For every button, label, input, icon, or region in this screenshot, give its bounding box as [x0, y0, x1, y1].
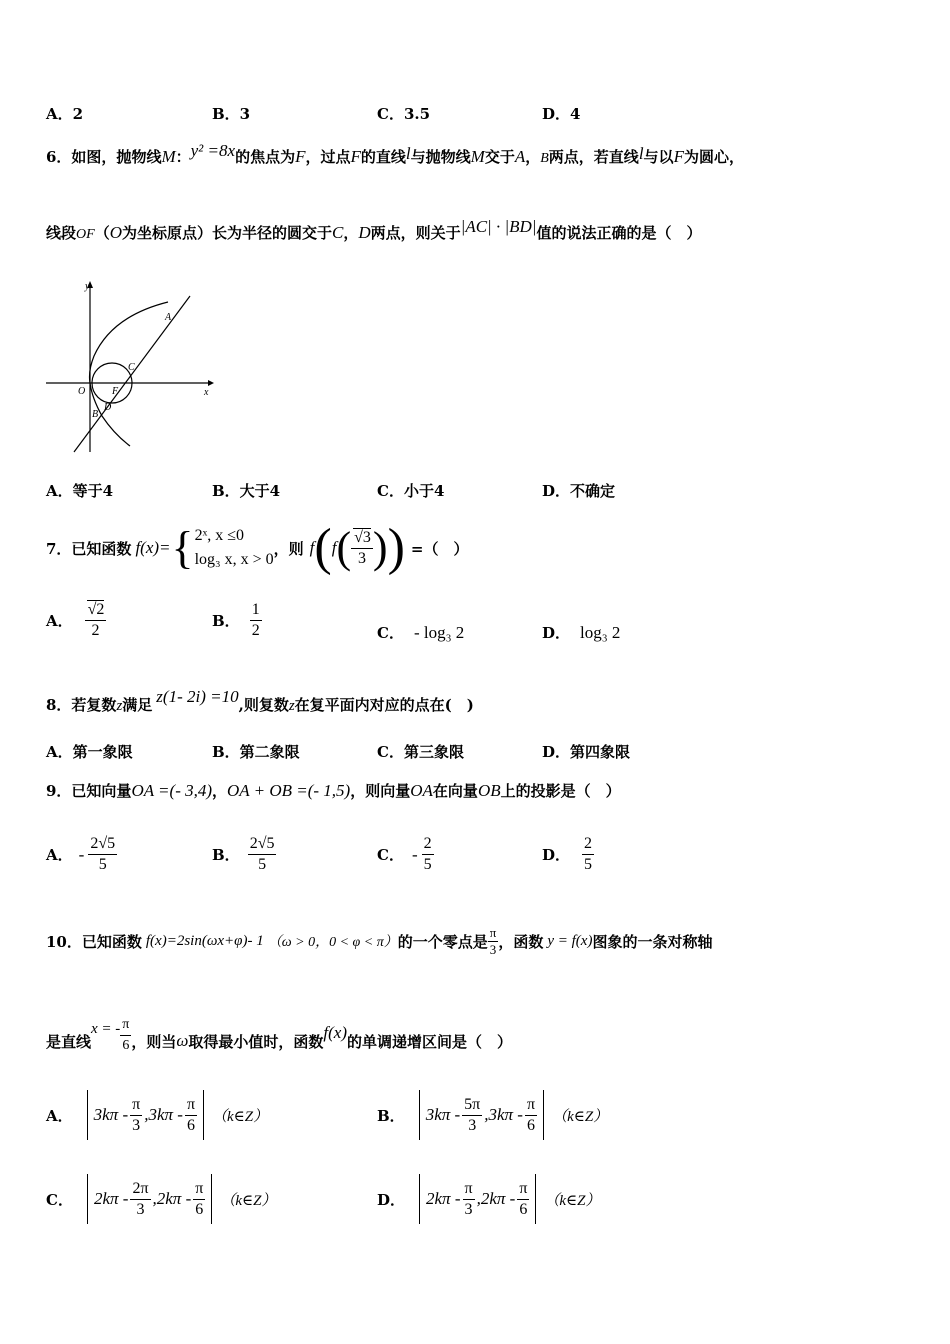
den: 6 — [122, 1037, 130, 1053]
q7-cases — [195, 524, 274, 572]
sign: - — [411, 844, 418, 864]
option-label: C． — [46, 1190, 73, 1209]
q6-math: A — [514, 147, 526, 166]
q10-pi-over-6 — [120, 1015, 131, 1056]
q6-text: 的焦点为 — [235, 148, 296, 166]
q6-text: 6．如图，抛物线 — [46, 148, 162, 166]
q9-text: 9．已知向量 — [46, 782, 132, 800]
q7-option-b — [212, 600, 262, 641]
den: 6 — [186, 1116, 195, 1134]
term: ,3kπ - — [484, 1105, 523, 1124]
option-label: A． — [46, 612, 73, 630]
label-o: O — [78, 386, 86, 397]
q10-yf: y = f(x) — [547, 932, 593, 949]
num: π — [120, 1015, 131, 1036]
q9-text: ， — [212, 782, 228, 800]
num: 2 — [422, 834, 434, 855]
q10-stem-line2 — [46, 1010, 512, 1060]
q10-text: 图象的一条对称轴 — [592, 932, 713, 951]
q7-paren: ( — [314, 519, 332, 576]
q10-option-d — [377, 1172, 601, 1226]
q5-option-c: C．3.5 — [377, 105, 431, 123]
q5-option-b: B．3 — [212, 105, 251, 123]
fraction — [130, 1095, 142, 1136]
q6-math: F — [295, 147, 306, 166]
q10-func: f(x)=2sin(ωx+φ)- 1 — [145, 932, 264, 949]
q8-option-a: A．第一象限 — [46, 743, 133, 761]
fraction — [582, 834, 594, 875]
num: 5π — [462, 1095, 482, 1116]
q10-pi-over-3 — [488, 925, 499, 958]
q9-stem — [46, 780, 621, 801]
q6-text: 为圆心， — [683, 148, 744, 166]
q7-paren: ) — [387, 519, 405, 576]
q6-text: （ — [94, 224, 110, 242]
term: ,2kπ - — [152, 1189, 192, 1208]
fraction — [248, 834, 277, 875]
den: 2 — [91, 622, 100, 639]
num: 2π — [130, 1179, 150, 1200]
q10-option-c — [46, 1172, 276, 1226]
option-label: D． — [542, 624, 571, 642]
q7-option-c — [377, 622, 464, 643]
term: ,3kπ - — [144, 1105, 183, 1124]
q7-num: √3 — [354, 528, 371, 546]
q10-option-a — [46, 1088, 268, 1142]
num: π — [489, 924, 497, 940]
q6-math: F — [673, 147, 684, 166]
q9-option-d — [542, 834, 594, 875]
den: 5 — [98, 856, 107, 873]
interval — [419, 1090, 544, 1140]
den: 5 — [258, 856, 267, 873]
q6-math: OF — [76, 227, 95, 242]
q7-option-d — [542, 622, 620, 643]
q7-den: 3 — [358, 549, 367, 567]
num: π — [185, 1095, 197, 1116]
q10-text: 10．已知函数 — [46, 932, 142, 951]
num: √2 — [87, 601, 105, 618]
den: 3 — [132, 1116, 141, 1134]
q10-text: ，函数 — [498, 932, 544, 951]
num: 1 — [250, 600, 262, 621]
term: 2kπ - — [426, 1189, 461, 1208]
q7-option-a — [46, 600, 106, 641]
q10-option-b — [377, 1088, 608, 1142]
q8-option-c: C．第三象限 — [377, 743, 464, 761]
num: π — [130, 1095, 142, 1116]
num: 2√5 — [88, 834, 117, 855]
den: 6 — [519, 1200, 528, 1218]
q7-sqrt3-over-3 — [351, 528, 373, 569]
q6-text: ， — [525, 148, 541, 166]
q6-text: 交于 — [484, 148, 515, 166]
q6-option-a: A．等于4 — [46, 482, 114, 500]
fraction — [463, 1179, 475, 1220]
q6-text: ， — [343, 224, 359, 242]
option-label: D． — [542, 846, 571, 864]
q6-math: l — [405, 144, 411, 163]
den: 6 — [195, 1200, 204, 1218]
q9-eq1: OA =(- 3,4) — [131, 781, 213, 800]
q6-figure — [40, 276, 220, 456]
q8-text: 满足 — [122, 696, 153, 714]
num: 2 — [582, 834, 594, 855]
term: 2kπ - — [93, 1189, 129, 1208]
num: 2√5 — [248, 834, 277, 855]
k-condition: （k∈Z） — [220, 1192, 277, 1209]
q10-text: ，则当 — [131, 1032, 177, 1051]
q8-z: z — [116, 698, 123, 714]
den: 2 — [251, 622, 260, 639]
q6-option-c: C．小于4 — [377, 482, 445, 500]
option-label: C． — [377, 624, 404, 642]
fraction — [422, 834, 434, 875]
fraction — [250, 600, 262, 641]
den: 3 — [136, 1200, 145, 1218]
q6-math: B — [540, 151, 549, 166]
option-label: A． — [46, 1106, 73, 1125]
q6-math: M — [470, 147, 485, 166]
option-label: B． — [377, 1106, 405, 1125]
q6-text: 值的说法正确的是（ ） — [536, 224, 702, 242]
fraction — [517, 1179, 529, 1220]
q6-math-product: |AC| · |BD| — [460, 217, 537, 236]
q8-option-d: D．第四象限 — [542, 743, 631, 761]
q8-equation: z(1- 2i) =10 — [156, 687, 239, 706]
q9-option-c — [377, 834, 434, 875]
q9-eq2: OA + OB =(- 1,5) — [227, 781, 351, 800]
q7-text: ，则 — [273, 539, 304, 558]
option-value: - log₃ 2 — [413, 623, 465, 642]
line-l — [74, 296, 190, 452]
q6-math: O — [109, 223, 122, 242]
x-axis-arrow-icon — [208, 380, 214, 386]
q10-cond: （ω > 0，0 < φ < π） — [267, 935, 398, 950]
fraction — [85, 600, 107, 641]
q10-x-eq: x = - — [91, 1020, 121, 1037]
label-x: x — [204, 387, 209, 398]
fraction — [462, 1095, 482, 1136]
q7-text: 7．已知函数 — [46, 539, 132, 558]
q7-func: f(x)= — [135, 538, 171, 557]
q7-paren: ( — [336, 523, 352, 572]
q8-text: 8．若复数 — [46, 696, 117, 714]
q6-option-d: D．不确定 — [542, 482, 616, 500]
option-label: C． — [377, 846, 404, 864]
label-y: y — [85, 281, 90, 292]
q6-stem-line2 — [46, 217, 702, 243]
q6-text: 的直线 — [360, 148, 406, 166]
k-condition: （k∈Z） — [544, 1192, 601, 1209]
num: π — [517, 1179, 529, 1200]
label-c: C — [128, 362, 135, 373]
q7-inner-f: f — [331, 538, 337, 557]
option-value: log₃ 2 — [580, 623, 621, 642]
label-f: F — [112, 386, 119, 397]
parabola — [90, 302, 169, 446]
den: 3 — [489, 941, 497, 957]
q6-text: 与抛物线 — [410, 148, 471, 166]
den: 6 — [527, 1116, 536, 1134]
fraction — [525, 1095, 537, 1136]
q6-math: l — [638, 144, 644, 163]
den: 5 — [423, 856, 432, 873]
option-label: D． — [377, 1190, 406, 1209]
label-a: A — [165, 312, 172, 323]
q10-stem-line1 — [46, 918, 712, 964]
q6-text: 线段 — [46, 224, 77, 242]
q7-stem — [46, 519, 469, 576]
q6-text: 与以 — [643, 148, 674, 166]
k-condition: （k∈Z） — [212, 1108, 269, 1125]
option-label: B． — [212, 612, 240, 630]
q9-text: 上的投影是（ ） — [500, 782, 621, 800]
q6-text: ，过点 — [305, 148, 351, 166]
term: 3kπ - — [93, 1105, 129, 1124]
num: π — [525, 1095, 537, 1116]
q9-text: ，则向量 — [350, 782, 411, 800]
label-b: B — [92, 409, 99, 420]
q10-text: 取得最小值时，函数 — [188, 1032, 324, 1051]
num: π — [463, 1179, 475, 1200]
q8-text: ,则复数 — [238, 696, 289, 714]
option-label: A． — [46, 846, 73, 864]
q6-math: D — [358, 223, 371, 242]
fraction — [88, 834, 117, 875]
q6-stem-line1 — [46, 141, 744, 167]
q10-text: 的一个零点是 — [397, 932, 488, 951]
option-label: B． — [212, 846, 240, 864]
q8-text: 在复平面内对应的点在( ) — [294, 696, 474, 714]
den: 3 — [464, 1200, 473, 1218]
q9-ob: OB — [477, 781, 501, 800]
interval — [87, 1174, 212, 1224]
label-d: D — [104, 402, 112, 413]
q9-oa: OA — [410, 781, 433, 800]
q10-text: 是直线 — [46, 1032, 92, 1051]
q7-text: =（ ） — [410, 539, 469, 558]
den: 3 — [468, 1116, 477, 1134]
term: ,2kπ - — [476, 1189, 516, 1208]
fraction — [193, 1179, 205, 1220]
q7-case-2: log₃ x, x > 0 — [194, 551, 274, 568]
interval — [87, 1090, 204, 1140]
q6-text: ： — [175, 148, 191, 166]
fraction — [130, 1179, 150, 1220]
q7-brace: { — [171, 522, 194, 573]
q7-paren: ) — [372, 523, 388, 572]
q8-stem — [46, 686, 474, 714]
q7-case-1: 2ˣ, x ≤0 — [194, 527, 245, 544]
q10-text: 的单调递增区间是（ ） — [347, 1032, 513, 1051]
num: π — [193, 1179, 205, 1200]
q6-math: F — [350, 147, 361, 166]
q6-math: C — [332, 223, 344, 242]
q8-option-b: B．第二象限 — [212, 743, 300, 761]
q6-math: M — [161, 147, 176, 166]
q8-z: z — [288, 698, 295, 714]
q6-math-parabola-eq: y² =8x — [190, 141, 236, 160]
sign: - — [78, 844, 85, 864]
term: 3kπ - — [425, 1105, 461, 1124]
k-condition: （k∈Z） — [552, 1108, 609, 1125]
q5-option-a: A．2 — [46, 105, 84, 123]
q9-text: 在向量 — [432, 782, 478, 800]
q9-option-b — [212, 834, 276, 875]
q6-text: 两点，若直线 — [548, 148, 639, 166]
q10-fx: f(x) — [323, 1023, 348, 1042]
q10-omega: ω — [176, 1031, 189, 1050]
den: 5 — [584, 856, 593, 873]
q9-option-a — [46, 834, 117, 875]
q6-option-b: B．大于4 — [212, 482, 281, 500]
q5-option-d: D．4 — [542, 105, 581, 123]
fraction — [185, 1095, 197, 1136]
q7-outer-f: f — [309, 538, 315, 557]
q6-text: 为坐标原点）长为半径的圆交于 — [121, 224, 332, 242]
q6-text: 两点，则关于 — [370, 224, 461, 242]
interval — [419, 1174, 536, 1224]
